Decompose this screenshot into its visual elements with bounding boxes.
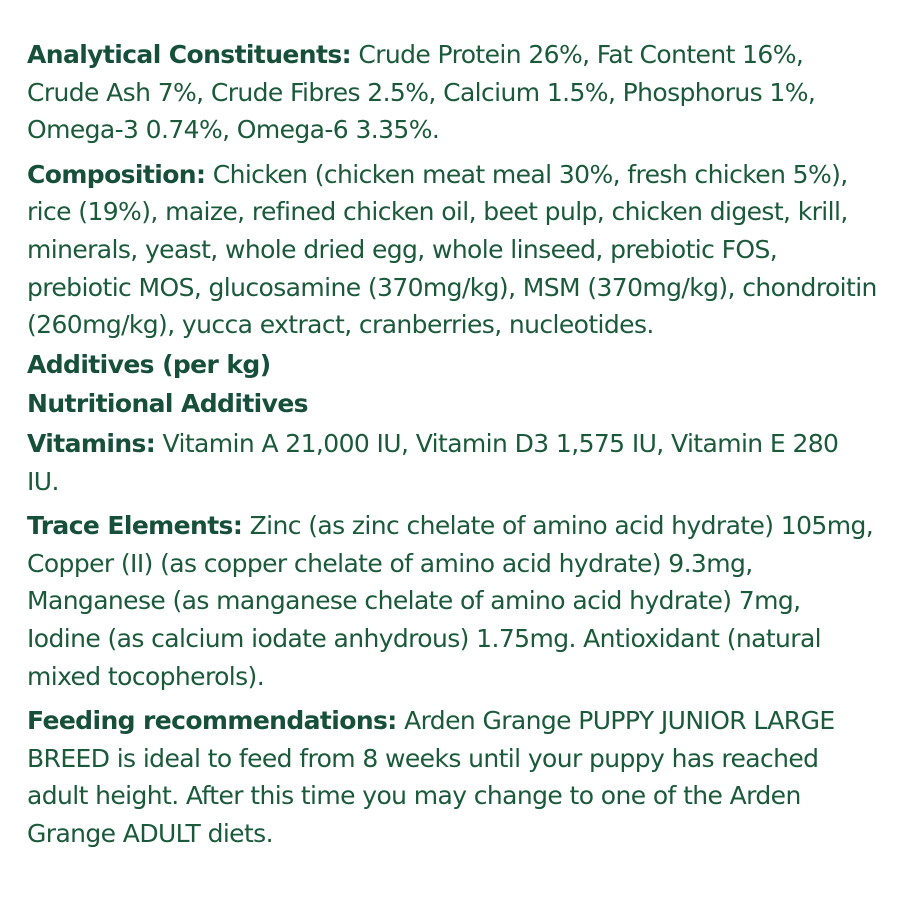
vitamins-section bbox=[27, 425, 877, 500]
cropped-text-line bbox=[28, 872, 828, 880]
nutrition-label bbox=[27, 36, 877, 859]
feeding-recommendations-heading: Feeding recommendations: bbox=[27, 706, 397, 736]
vitamins-heading: Vitamins: bbox=[27, 428, 156, 458]
composition-section bbox=[27, 156, 877, 344]
analytical-constituents-section bbox=[27, 36, 877, 149]
analytical-constituents-heading: Analytical Constituents: bbox=[27, 40, 352, 69]
feeding-recommendations-section bbox=[27, 702, 877, 852]
vitamins-text: Vitamin A 21,000 IU, Vitamin D3 1,575 IU, Vitamin E 280 IU. bbox=[27, 428, 839, 496]
nutritional-additives-section bbox=[27, 385, 877, 423]
analytical-constituents-text: Crude Protein 26%, Fat Content 16%, Crude Ash 7%, Crude Fibres 2.5%, Calcium 1.5%, Phosphorus 1%, Omega-3 0.74%, Omega-6 3.35%. bbox=[27, 40, 816, 145]
additives-section bbox=[27, 346, 877, 384]
composition-heading: Composition: bbox=[27, 159, 206, 189]
additives-heading: Additives (per kg) bbox=[27, 349, 271, 379]
trace-elements-text: Zinc (as zinc chelate of amino acid hydrate) 105mg, Copper (II) (as copper chelate of amino acid hydrate) 9.3mg, Manganese (as manganese chelate of amino acid hydrate) 7mg, Iodine (as calcium iodate anhydrous) 1.75mg. Antioxidant (natural mixed tocopherols). bbox=[27, 511, 874, 691]
feeding-recommendations-text: Arden Grange PUPPY JUNIOR LARGE BREED is ideal to feed from 8 weeks until your puppy has reached adult height. After this time you may change to one of the Arden Grange ADULT diets. bbox=[27, 706, 835, 848]
nutritional-additives-heading: Nutritional Additives bbox=[27, 389, 308, 419]
composition-text: Chicken (chicken meat meal 30%, fresh chicken 5%), rice (19%), maize, refined chicken oil, beet pulp, chicken digest, krill, minerals, yeast, whole dried egg, whole linseed, prebiotic FOS, prebiotic MOS, glucosamine (370mg/kg), MSM (370mg/kg), chondroitin (260mg/kg), yucca extract, cranberries, nucleotides. bbox=[27, 159, 877, 340]
trace-elements-section bbox=[27, 507, 877, 695]
trace-elements-heading: Trace Elements: bbox=[27, 511, 243, 541]
